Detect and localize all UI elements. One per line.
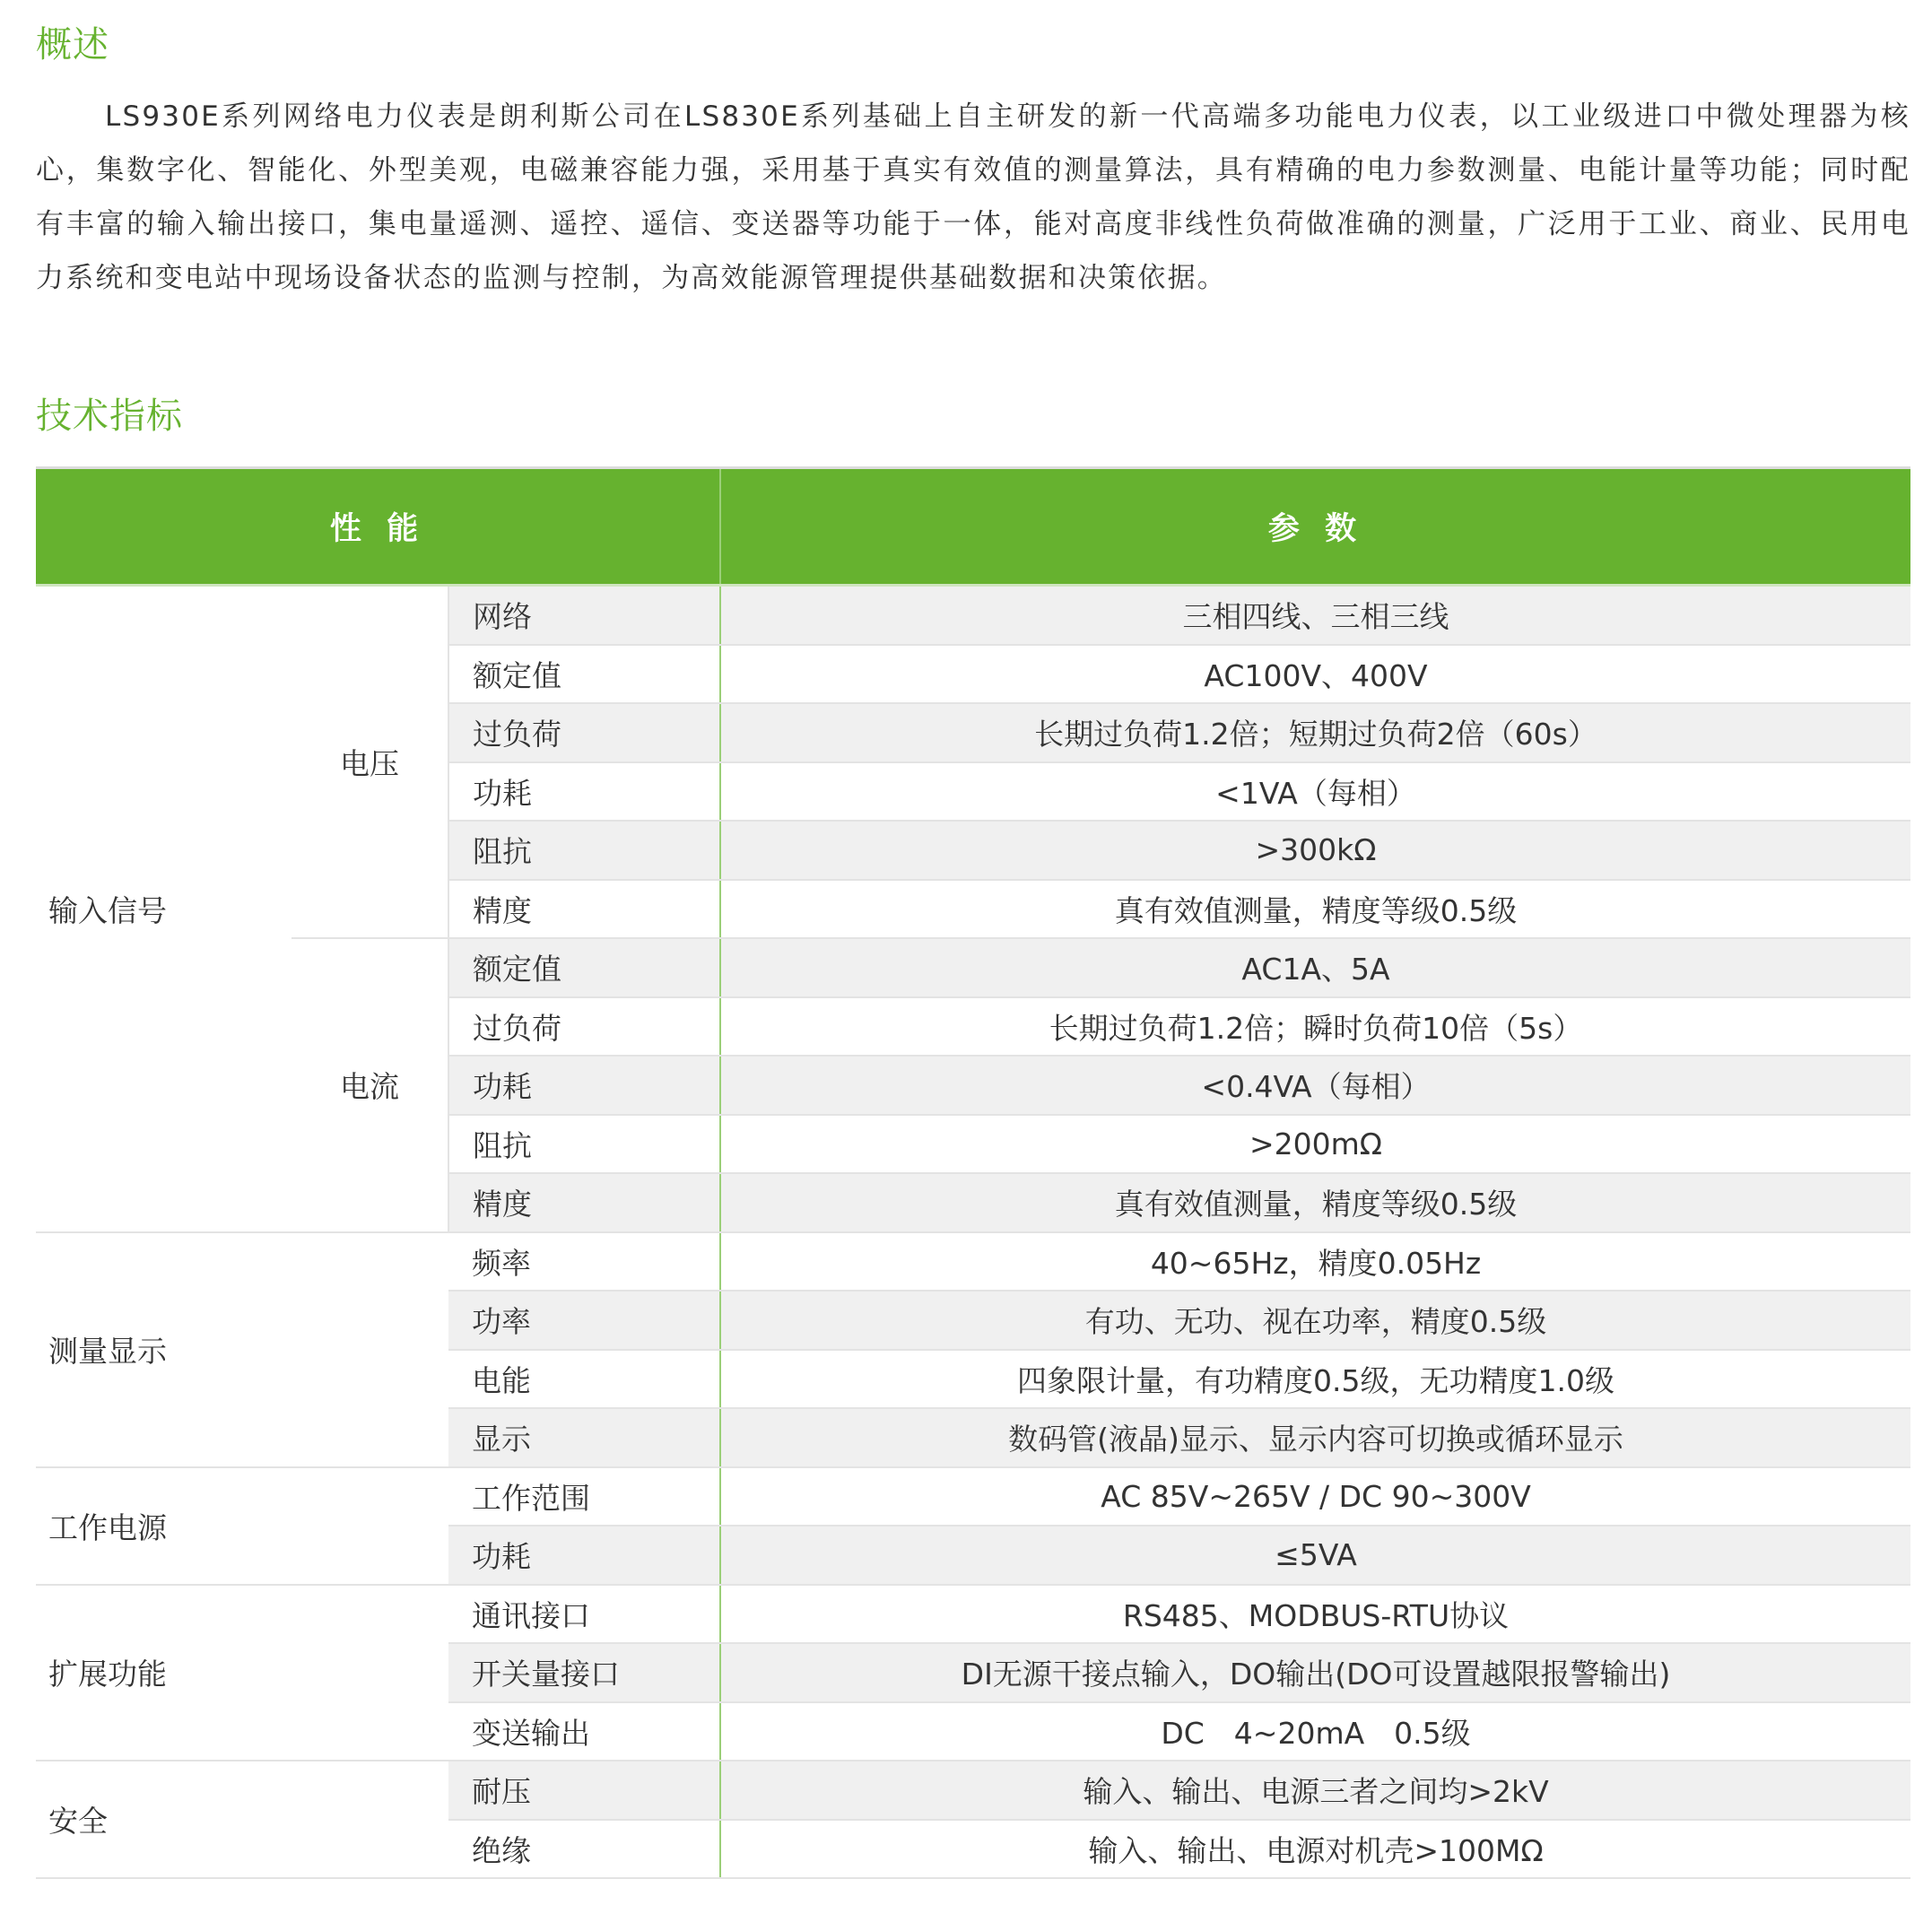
row-value: AC100V、400V: [720, 645, 1910, 704]
table-row: [36, 1585, 1910, 1644]
group-measurement-display: 测量显示: [36, 1232, 448, 1467]
row-item: 精度: [448, 880, 720, 939]
row-value: AC 85V~265V / DC 90~300V: [720, 1467, 1910, 1527]
row-item: 耐压: [448, 1761, 720, 1820]
row-value: 长期过负荷1.2倍；瞬时负荷10倍（5s）: [720, 997, 1910, 1057]
specs-table: [36, 466, 1910, 1879]
row-item: 阻抗: [448, 1115, 720, 1174]
row-value: <0.4VA（每相）: [720, 1056, 1910, 1115]
row-value: >200mΩ: [720, 1115, 1910, 1174]
row-item: 过负荷: [448, 997, 720, 1057]
row-item: 电能: [448, 1350, 720, 1409]
row-item: 功耗: [448, 1526, 720, 1585]
header-performance: 性 能: [36, 468, 720, 586]
row-value: 输入、输出、电源对机壳>100MΩ: [720, 1820, 1910, 1879]
row-item: 功率: [448, 1291, 720, 1350]
row-item: 功耗: [448, 762, 720, 822]
header-parameters: 参 数: [720, 468, 1910, 586]
row-item: 开关量接口: [448, 1643, 720, 1702]
row-item: 工作范围: [448, 1467, 720, 1527]
row-item: 变送输出: [448, 1702, 720, 1761]
row-item: 阻抗: [448, 821, 720, 880]
row-value: RS485、MODBUS-RTU协议: [720, 1585, 1910, 1644]
table-row: [36, 1232, 1910, 1292]
row-item: 绝缘: [448, 1820, 720, 1879]
row-value: 数码管(液晶)显示、显示内容可切换或循环显示: [720, 1408, 1910, 1467]
row-value: <1VA（每相）: [720, 762, 1910, 822]
row-value: 三相四线、三相三线: [720, 586, 1910, 645]
row-value: 长期过负荷1.2倍；短期过负荷2倍（60s）: [720, 703, 1910, 762]
overview-heading: 概述: [36, 24, 109, 65]
group-working-power: 工作电源: [36, 1467, 448, 1585]
subgroup-voltage: 电压: [292, 586, 448, 939]
table-row: [36, 586, 1910, 645]
table-header-row: [36, 468, 1910, 586]
row-value: >300kΩ: [720, 821, 1910, 880]
row-item: 频率: [448, 1232, 720, 1292]
table-row: [36, 938, 1910, 997]
row-item: 精度: [448, 1173, 720, 1232]
group-input-signal: 输入信号: [36, 586, 292, 1232]
row-item: 通讯接口: [448, 1585, 720, 1644]
row-item: 额定值: [448, 938, 720, 997]
row-value: 真有效值测量，精度等级0.5级: [720, 880, 1910, 939]
row-value: 输入、输出、电源三者之间均>2kV: [720, 1761, 1910, 1820]
group-extensions: 扩展功能: [36, 1585, 448, 1761]
table-row: [36, 1761, 1910, 1820]
row-value: ≤5VA: [720, 1526, 1910, 1585]
row-item: 功耗: [448, 1056, 720, 1115]
row-value: 四象限计量，有功精度0.5级，无功精度1.0级: [720, 1350, 1910, 1409]
table-row: [36, 1467, 1910, 1527]
specs-heading: 技术指标: [36, 396, 183, 437]
subgroup-current: 电流: [292, 938, 448, 1232]
row-value: 40~65Hz，精度0.05Hz: [720, 1232, 1910, 1292]
group-safety: 安全: [36, 1761, 448, 1878]
row-value: 真有效值测量，精度等级0.5级: [720, 1173, 1910, 1232]
row-item: 过负荷: [448, 703, 720, 762]
row-item: 网络: [448, 586, 720, 645]
overview-paragraph: LS930E系列网络电力仪表是朗利斯公司在LS830E系列基础上自主研发的新一代高端多功能电力仪表，以工业级进口中微处理器为核心，集数字化、智能化、外型美观，电磁兼容能力强，采用基于真实有效值的测量算法，具有精确的电力参数测量、电能计量等功能；同时配有丰富的输入输出接口，集电量遥测、遥控、遥信、变送器等功能于一体，能对高度非线性负荷做准确的测量，广泛用于工业、商业、民用电力系统和变电站中现场设备状态的监测与控制，为高效能源管理提供基础数据和决策依据。: [36, 100, 1910, 294]
row-value: 有功、无功、视在功率，精度0.5级: [720, 1291, 1910, 1350]
row-value: DI无源干接点输入，DO输出(DO可设置越限报警输出): [720, 1643, 1910, 1702]
row-value: AC1A、5A: [720, 938, 1910, 997]
row-value: DC 4~20mA 0.5级: [720, 1702, 1910, 1761]
row-item: 额定值: [448, 645, 720, 704]
row-item: 显示: [448, 1408, 720, 1467]
